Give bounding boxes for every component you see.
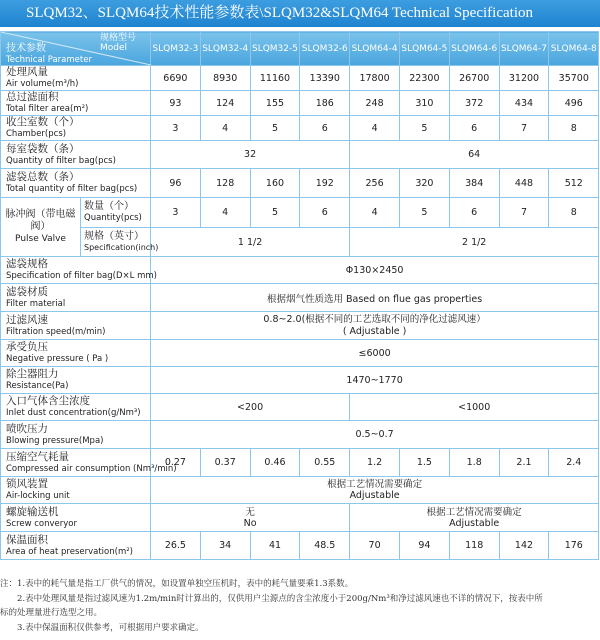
value-cell: 372 — [449, 91, 499, 116]
value-cell: 512 — [549, 169, 599, 198]
note-2-cont: 标的处理量进行选型之用。 — [0, 608, 103, 618]
value-cell: 8930 — [200, 66, 250, 91]
row-inlet-dust — [1, 394, 599, 421]
value-cell: 4 — [200, 198, 250, 228]
value-cell: 5 — [250, 116, 300, 141]
value-cell: 320 — [399, 169, 449, 198]
value-cell: 无 No — [151, 504, 350, 532]
value-cell: 142 — [499, 532, 549, 560]
value-cell: 155 — [250, 91, 300, 116]
value-cell: 6 — [449, 116, 499, 141]
row-label: 滤袋规格 Specification of filter bag(D×L mm) — [1, 257, 151, 284]
value-cell: 0.55 — [300, 449, 350, 477]
value-cell: 48.5 — [300, 532, 350, 560]
value-cell: 6 — [449, 198, 499, 228]
model-header: SLQM64-6 — [449, 32, 499, 66]
row-bag-spec — [1, 257, 599, 284]
row-label: 承受负压 Negative pressure ( Pa ) — [1, 340, 151, 367]
value-cell: 1 1/2 — [151, 228, 350, 257]
value-cell: 26.5 — [151, 532, 201, 560]
row-compressed-air — [1, 449, 599, 477]
row-label: 总过滤面积 Total filter area(m²) — [1, 91, 151, 116]
value-cell: 2 1/2 — [350, 228, 599, 257]
value-cell: 7 — [499, 116, 549, 141]
value-cell: 94 — [399, 532, 449, 560]
row-label: 处理风量 Air volume(m³/h) — [1, 66, 151, 91]
value-cell: 8 — [549, 116, 599, 141]
value-cell: 248 — [350, 91, 400, 116]
row-label: 收尘室数（个） Chamber(pcs) — [1, 116, 151, 141]
value-cell: 32 — [151, 141, 350, 169]
row-label: 喷吹压力 Blowing pressure(Mpa) — [1, 421, 151, 449]
value-cell: 根据工艺情况需要确定 Adjustable — [350, 504, 599, 532]
value-cell: 4 — [350, 198, 400, 228]
row-label: 螺旋输送机 Screw converyor — [1, 504, 151, 532]
value-cell: 186 — [300, 91, 350, 116]
row-label: 除尘器阻力 Resistance(Pa) — [1, 367, 151, 394]
value-cell: 128 — [200, 169, 250, 198]
row-label: 过滤风速 Filtration speed(m/min) — [1, 312, 151, 340]
value-cell: 1.5 — [399, 449, 449, 477]
row-label: 保温面积 Area of heat preservation(m²) — [1, 532, 151, 560]
value-cell: 1.8 — [449, 449, 499, 477]
value-cell: 310 — [399, 91, 449, 116]
value-cell: 31200 — [499, 66, 549, 91]
value-cell: 3 — [151, 198, 201, 228]
value-cell: 5 — [399, 116, 449, 141]
value-cell: 2.4 — [549, 449, 599, 477]
row-filtration-speed — [1, 312, 599, 340]
model-header: SLQM32-6 — [300, 32, 350, 66]
value-cell: 2.1 — [499, 449, 549, 477]
row-pulse-valve-spec — [1, 228, 599, 257]
pulse-valve-label: 脉冲阀（带电磁阀） Pulse Valve — [1, 198, 81, 257]
row-negative-pressure — [1, 340, 599, 367]
row-label: 每室袋数（条） Quantity of filter bag(pcs) — [1, 141, 151, 169]
value-cell: <1000 — [350, 394, 599, 421]
row-heat-area — [1, 532, 599, 560]
value-cell: 13390 — [300, 66, 350, 91]
value-cell: 0.37 — [200, 449, 250, 477]
note-1: 注：1.表中的耗气量是指工厂供气的情况，如设置单独空压机时，表中的耗气量要乘1.3系数。 — [0, 579, 354, 589]
value-cell: 8 — [549, 198, 599, 228]
value-cell: 384 — [449, 169, 499, 198]
value-cell: 192 — [300, 169, 350, 198]
row-air-locking — [1, 477, 599, 504]
value-cell: 22300 — [399, 66, 449, 91]
value-cell: 1470~1770 — [151, 367, 599, 394]
value-cell: 0.5~0.7 — [151, 421, 599, 449]
value-cell: 3 — [151, 116, 201, 141]
value-cell: 6 — [300, 116, 350, 141]
row-total-bags — [1, 169, 599, 198]
value-cell: 93 — [151, 91, 201, 116]
corner-header — [1, 32, 151, 66]
model-label-cn: 规格型号 — [99, 33, 136, 43]
value-cell: 根据工艺情况需要确定 Adjustable — [151, 477, 599, 504]
row-filter-material — [1, 284, 599, 312]
row-bags-per-chamber — [1, 141, 599, 169]
value-cell: 0.27 — [151, 449, 201, 477]
value-cell: 4 — [200, 116, 250, 141]
value-cell: 64 — [350, 141, 599, 169]
value-cell: 41 — [250, 532, 300, 560]
row-pulse-valve-qty — [1, 198, 599, 228]
note-2: 2.表中处理风量是指过滤风速为1.2m/min时计算出的，仅供用户尘源点的含尘浓度小于200g/Nm³和净过滤风速也不详的情况下，按表中所 — [17, 593, 543, 604]
param-label-cn: 技术参数 — [6, 43, 46, 54]
value-cell: 6 — [300, 198, 350, 228]
value-cell: 17800 — [350, 66, 400, 91]
value-cell: 70 — [350, 532, 400, 560]
row-screw-conveyor — [1, 504, 599, 532]
header-row — [1, 32, 599, 66]
value-cell: 124 — [200, 91, 250, 116]
spec-table — [0, 31, 599, 560]
value-cell: 160 — [250, 169, 300, 198]
value-cell: 11160 — [250, 66, 300, 91]
model-header: SLQM64-7 — [499, 32, 549, 66]
value-cell: 26700 — [449, 66, 499, 91]
value-cell: 7 — [499, 198, 549, 228]
row-blowing-pressure — [1, 421, 599, 449]
model-header: SLQM64-4 — [350, 32, 400, 66]
page-title: SLQM32、SLQM64技术性能参数表\SLQM32&SLQM64 Technical Specification — [0, 0, 600, 27]
row-resistance — [1, 367, 599, 394]
value-cell: 176 — [549, 532, 599, 560]
value-cell: 5 — [250, 198, 300, 228]
row-label: 压缩空气耗量 Compressed air consumption (Nm³/min) — [1, 449, 151, 477]
model-header: SLQM32-5 — [250, 32, 300, 66]
row-label: 滤袋材质 Filter material — [1, 284, 151, 312]
row-filter-area — [1, 91, 599, 116]
row-label: 滤袋总数（条） Total quantity of filter bag(pcs) — [1, 169, 151, 198]
value-cell: 34 — [200, 532, 250, 560]
value-cell: 1.2 — [350, 449, 400, 477]
value-cell: 6690 — [151, 66, 201, 91]
model-header: SLQM64-5 — [399, 32, 449, 66]
value-cell: 256 — [350, 169, 400, 198]
value-cell: 0.46 — [250, 449, 300, 477]
value-cell: 118 — [449, 532, 499, 560]
row-label: 入口气体含尘浓度 Inlet dust concentration(g/Nm³) — [1, 394, 151, 421]
value-cell: 96 — [151, 169, 201, 198]
row-label: 锁风装置 Air-locking unit — [1, 477, 151, 504]
model-label-en: Model — [99, 43, 128, 53]
value-cell: 35700 — [549, 66, 599, 91]
model-header: SLQM32-3 — [151, 32, 201, 66]
model-header: SLQM32-4 — [200, 32, 250, 66]
value-cell: 0.8~2.0(根据不同的工艺选取不同的净化过滤风速） ( Adjustable ) — [151, 312, 599, 340]
notes — [0, 577, 600, 635]
value-cell: 4 — [350, 116, 400, 141]
value-cell: Φ130×2450 — [151, 257, 599, 284]
value-cell: 5 — [399, 198, 449, 228]
row-chambers — [1, 116, 599, 141]
qty-label: 数量（个） Quantity(pcs) — [81, 198, 151, 228]
note-3: 3.表中保温面积仅供参考，可根据用户要求确定。 — [17, 622, 204, 633]
model-header: SLQM64-8 — [549, 32, 599, 66]
value-cell: 496 — [549, 91, 599, 116]
value-cell: <200 — [151, 394, 350, 421]
param-label-en: Technical Parameter — [6, 55, 92, 65]
value-cell: 434 — [499, 91, 549, 116]
value-cell: ≤6000 — [151, 340, 599, 367]
value-cell: 根据烟气性质选用 Based on flue gas properties — [151, 284, 599, 312]
value-cell: 448 — [499, 169, 549, 198]
spec-label: 规格（英寸） Specification(inch) — [81, 228, 151, 257]
row-air-volume — [1, 66, 599, 91]
